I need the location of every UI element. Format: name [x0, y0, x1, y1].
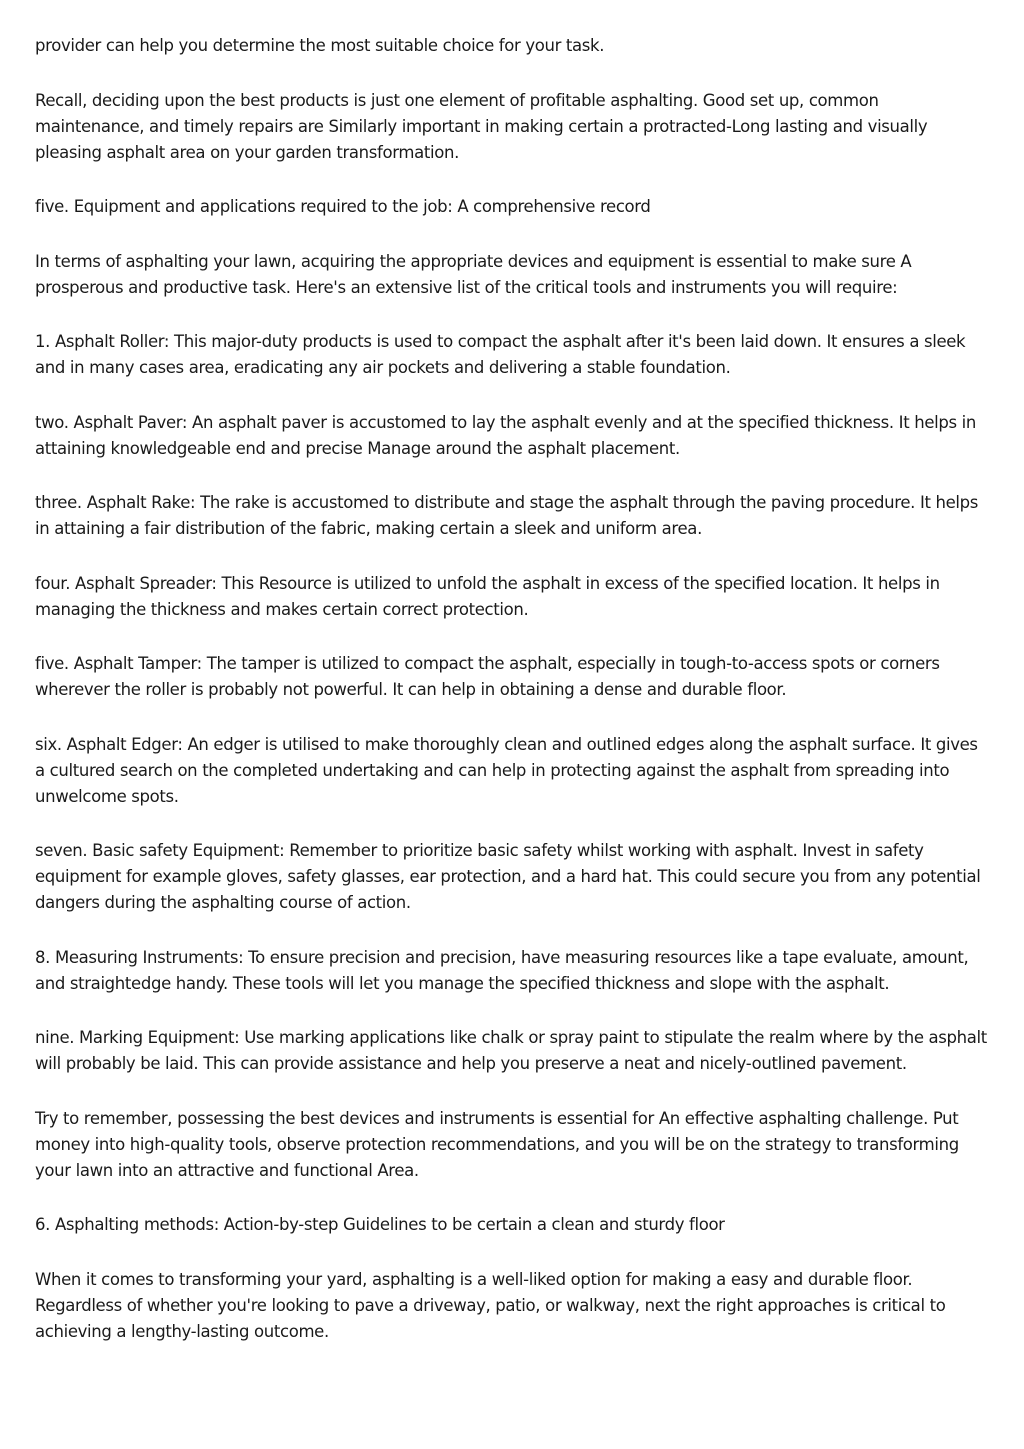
list-item-safety-equipment: seven. Basic safety Equipment: Remember to prioritize basic safety whilst working with asphalt. Invest in safety equipment for example gloves, safety glasses, ear protection, and a hard hat. This could secure you from any potential dangers during the asphalting course of action. [35, 841, 981, 912]
paragraph-recall: Recall, deciding upon the best products is just one element of profitable asphalting. Good set up, common maintenance, and timely repairs are Similarly important in making certain a protracted-Long lasting and visually pleasing asphalt area on your garden transformation. [35, 90, 928, 162]
list-item-marking-equipment: nine. Marking Equipment: Use marking applications like chalk or spray paint to stipulate the realm where by the asphalt will probably be laid. This can provide assistance and help you preserve a neat and nicely-outlined pavement. [35, 1028, 987, 1073]
section-heading-methods: 6. Asphalting methods: Action-by-step Guidelines to be certain a clean and sturdy floor [35, 1215, 725, 1234]
list-item-asphalt-edger: six. Asphalt Edger: An edger is utilised to make thoroughly clean and outlined edges along the asphalt surface. It gives a cultured search on the completed undertaking and can help in protecting against the asphalt from spreading into unwelcome spots. [35, 734, 978, 806]
paragraph-methods-intro: When it comes to transforming your yard, asphalting is a well-liked option for making a easy and durable floor. Regardless of whether you're looking to pave a driveway, patio, or walkway, next the right approaches is critical to achieving a lengthy-lasting outcome. [35, 1269, 946, 1341]
list-item-asphalt-roller: 1. Asphalt Roller: This major-duty products is used to compact the asphalt after it's been laid down. It ensures a sleek and in many cases area, eradicating any air pockets and delivering a stable foundation. [35, 332, 966, 377]
list-item-asphalt-paver: two. Asphalt Paver: An asphalt paver is accustomed to lay the asphalt evenly and at the specified thickness. It helps in attaining knowledgeable end and precise Manage around the asphalt placement. [35, 412, 976, 458]
paragraph-equipment-intro: In terms of asphalting your lawn, acquiring the appropriate devices and equipment is essential to make sure A prosperous and productive task. Here's an extensive list of the critical tools and instruments you will require: [35, 251, 912, 297]
list-item-asphalt-tamper: five. Asphalt Tamper: The tamper is utilized to compact the asphalt, especially in tough-to-access spots or corners wherever the roller is probably not powerful. It can help in obtaining a dense and durable floor. [35, 654, 940, 699]
paragraph-summary: Try to remember, possessing the best devices and instruments is essential for An effective asphalting challenge. Put money into high-quality tools, observe protection recommendations, and you will be on the strategy to transforming your lawn into an attractive and functional Area. [35, 1108, 959, 1180]
paragraph-intro-continuation: provider can help you determine the most suitable choice for your task. [35, 36, 605, 55]
list-item-asphalt-rake: three. Asphalt Rake: The rake is accustomed to distribute and stage the asphalt through the paving procedure. It helps in attaining a fair distribution of the fabric, making certain a sleek and uniform area. [35, 493, 978, 538]
section-heading-equipment: five. Equipment and applications required to the job: A comprehensive record [35, 197, 651, 216]
document-body [35, 33, 990, 1373]
list-item-measuring-instruments: 8. Measuring Instruments: To ensure precision and precision, have measuring resources like a tape evaluate, amount, and straightedge handy. These tools will let you manage the specified thickness and slope with the asphalt. [35, 947, 969, 993]
list-item-asphalt-spreader: four. Asphalt Spreader: This Resource is utilized to unfold the asphalt in excess of the specified location. It helps in managing the thickness and makes certain correct protection. [35, 573, 940, 619]
